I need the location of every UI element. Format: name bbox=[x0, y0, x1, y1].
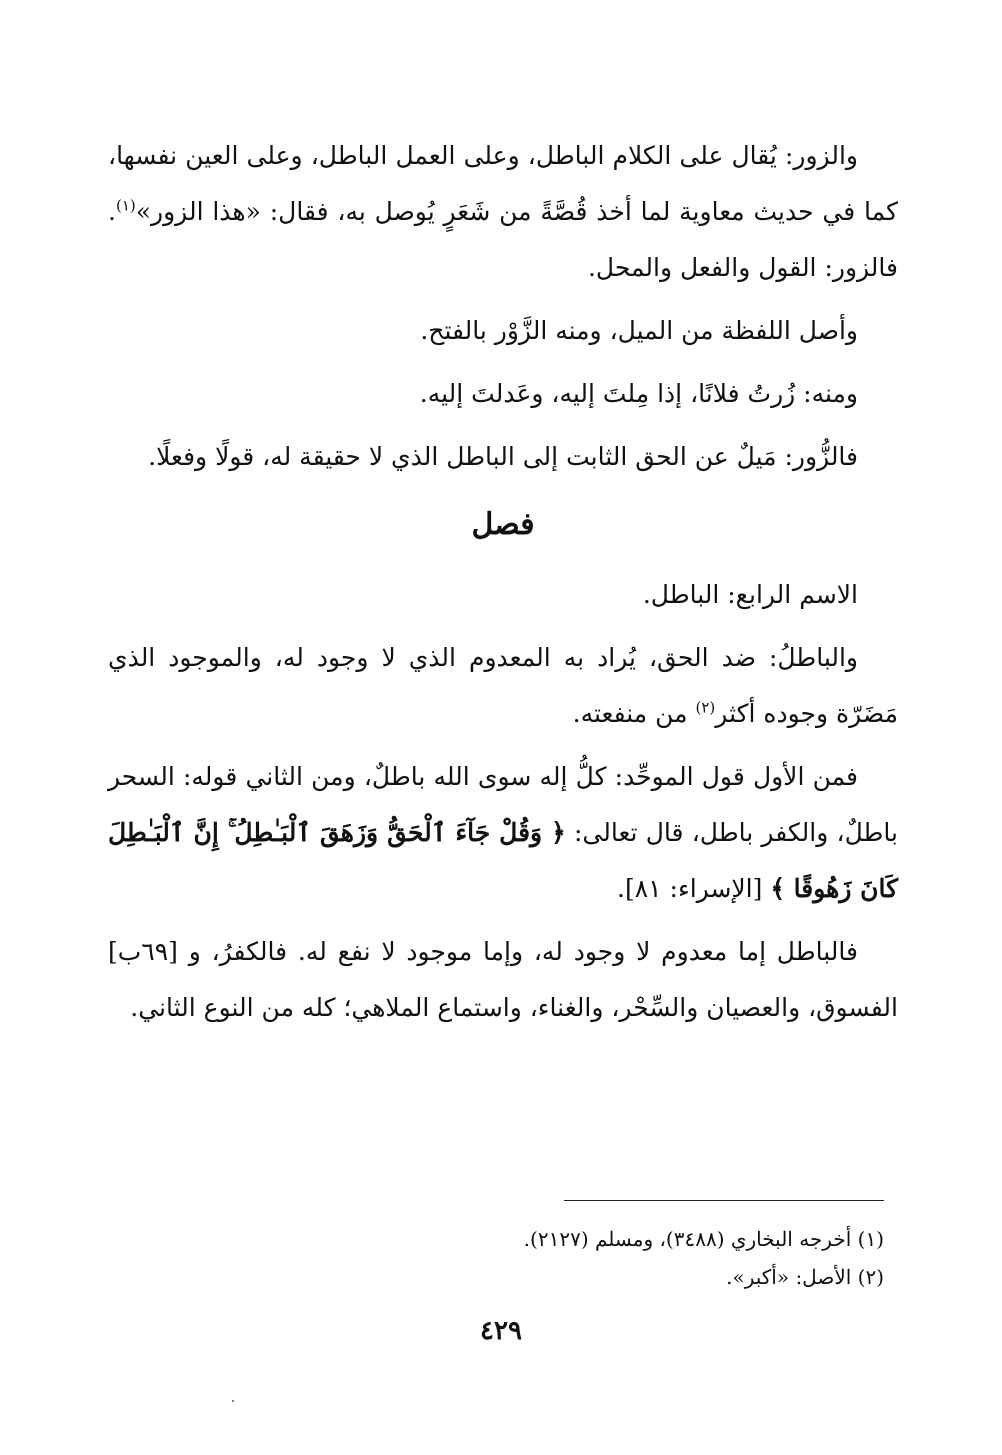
paragraph-batil-definition bbox=[108, 630, 898, 742]
paragraph-text: فمن الأول قول الموحِّد: كلُّ إله سوى الله باطلٌ، ومن الثاني قوله: السحر باطلٌ، والكفر باطل، قال تعالى: bbox=[108, 762, 898, 847]
footnote-ref-2: (٢) bbox=[695, 698, 716, 717]
paragraph-text: ومنه: زُرتُ فلانًا، إذا مِلتَ إليه، وعَدلتَ إليه. bbox=[419, 379, 858, 408]
paragraph-text: والباطلُ: ضد الحق، يُراد به المعدوم الذي لا وجود له، والموجود الذي مَضَرّة وجوده أكثر bbox=[108, 643, 898, 728]
paragraph-text: من منفعته. bbox=[572, 699, 696, 728]
paragraph-zur-meaning bbox=[108, 429, 898, 485]
footnote-1: (١) أخرجه البخاري (٣٤٨٨)، ومسلم (٢١٢٧). bbox=[523, 1227, 884, 1251]
paragraph-text: فالزُّور: مَيلٌ عن الحق الثابت إلى الباطل الذي لا حقيقة له، قولًا وفعلًا. bbox=[148, 442, 858, 471]
paragraph-examples bbox=[108, 749, 898, 917]
scan-speck bbox=[232, 1400, 234, 1402]
paragraph-derivation bbox=[108, 366, 898, 422]
paragraph-text: . فالزور: القول والفعل والمحل. bbox=[108, 197, 898, 282]
quran-verse: ﴿ وَقُلْ جَآءَ ٱلْحَقُّ وَزَهَقَ ٱلْبَـٰطِلُ ۚ إِنَّ ٱلْبَـٰطِلَ كَانَ زَهُوقًا ﴾ bbox=[108, 818, 898, 903]
footnotes bbox=[114, 1220, 884, 1296]
paragraph-text: أصل اللفظة من الميل، ومنه الزَّوْر بالفتح. bbox=[420, 316, 846, 345]
verse-reference: [الإسراء: ٨١]. bbox=[617, 874, 771, 903]
section-heading: فصل bbox=[471, 507, 535, 542]
paragraph-text: والزور: يُقال على الكلام الباطل، وعلى العمل الباطل، وعلى العين نفسها، كما في حديث معاوية لما أخذ قُصَّةً من شَعَرٍ يُوصل به، فقال: «هذا الزور» bbox=[108, 141, 898, 226]
footnote-2: (٢) الأصل: «أكبر». bbox=[726, 1265, 884, 1289]
footnote-separator bbox=[564, 1200, 884, 1201]
footnote-ref-1: (١) bbox=[115, 196, 136, 215]
paragraph-text: و bbox=[845, 316, 858, 345]
paragraph-fourth-name bbox=[108, 567, 898, 623]
main-text bbox=[108, 128, 898, 1043]
paragraph-text: فالباطل إما معدوم لا وجود له، وإما موجود لا نفع له. فالكفرُ، و [٦٩ب] الفسوق، والعصيان والسِّحْر، والغناء، واستماع الملاهي؛ كله من النوع الثاني. bbox=[108, 937, 898, 1022]
paragraph-origin bbox=[108, 303, 898, 359]
paragraph-text: الاسم الرابع: الباطل. bbox=[642, 580, 858, 609]
page-number: ٤٢٩ bbox=[480, 1316, 522, 1346]
paragraph-conclusion bbox=[108, 924, 898, 1036]
paragraph-zur-definition bbox=[108, 128, 898, 296]
